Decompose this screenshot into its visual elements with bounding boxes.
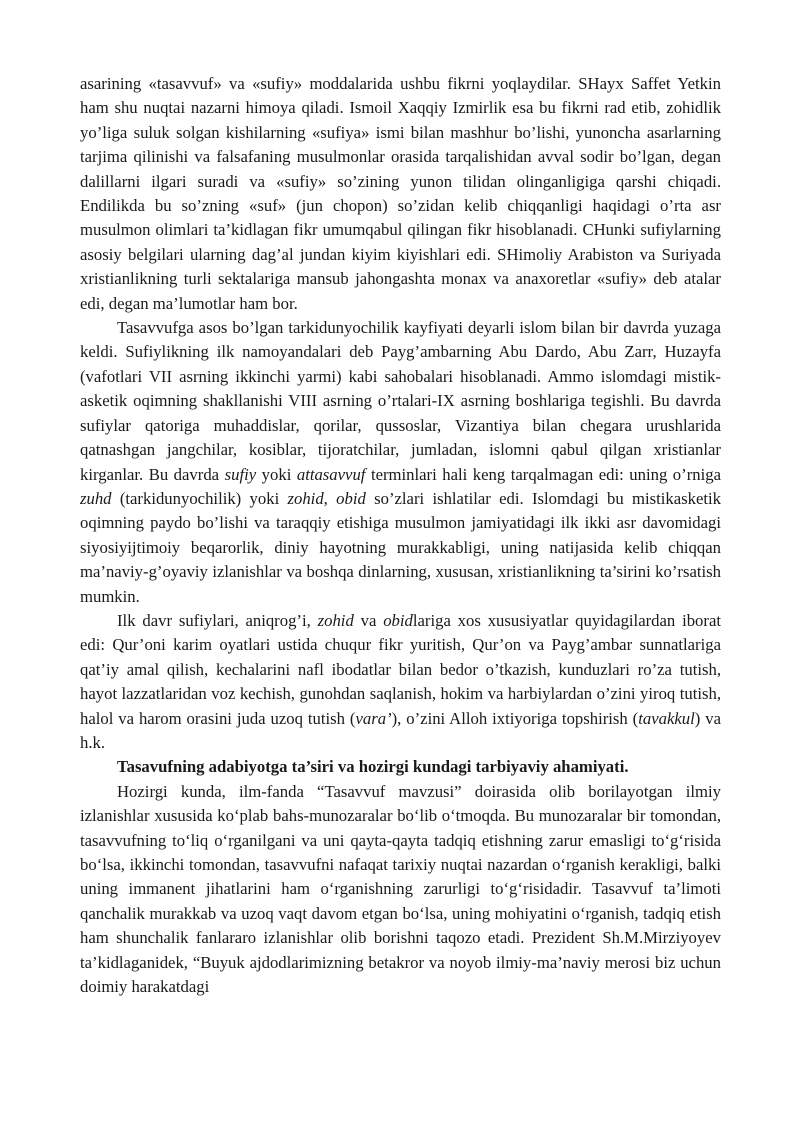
term-vara: vara’ <box>355 708 392 728</box>
term-zohid-2: zohid <box>317 610 354 630</box>
paragraph-3-text-d: ), o’zini Alloh ixtiyoriga topshirish ( <box>391 708 639 728</box>
paragraph-3-text-a: Ilk davr sufiylari, aniqrog’i, <box>117 610 318 630</box>
paragraph-2-text-f: so’zlari ishlatilar edi. Islomdagi bu mistikasketik oqimning paydo bo’lishi va taraqqiy etishiga musulmon jamiyatidagi ilk ikki asr davomidagi siyosiyijtimoiy beqarorlik, diniy hayotning murakkabligi, uning natijasida kelib chiqqan ma’naviy-g’oyaviy izlanishlar va boshqa dinlarning, xususan, xristianlikning ta’sirini ko’rsatish mumkin. <box>80 488 721 606</box>
term-tavakkul: tavakkul <box>638 708 695 728</box>
paragraph-2-text-b: yoki <box>256 464 297 484</box>
paragraph-2-text-e: , <box>323 488 337 508</box>
document-page <box>80 72 721 999</box>
term-zuhd: zuhd <box>80 488 112 508</box>
paragraph-1: asarining «tasavvuf» va «sufiy» moddalarida ushbu fikrni yoqlaydilar. SHayx Saffet Yetkin ham shu nuqtai nazarni himoya qiladi. Ismoil Xaqqiy Izmirlik esa bu fikrni rad etib, zohidlik yo’liga suluk solgan kishilarning «sufiya» ismi bilan mashhur bo’lishi, yunoncha asarlarning tarjima qilinishi va falsafaning musulmonlar orasida tarqalishidan avval sodir bo’lgan, degan dalillarni ilgari suradi va «sufiy» so’zining yunon tilidan olinganligiga qarshi chiqadi. Endilikda bu so’zning «suf» (jun chopon) so’zidan kelib chiqqanligi haqidagi o’rta asr musulmon olimlari ta’kidlagan fikr umumqabul qilingan fikr hisoblanadi. CHunki sufiylarning asosiy belgilari ularning dag’al jundan kiyim kiyishlari edi. SHimoliy Arabiston va Suriyada xristianlikning turli sektalariga mansub jahongashta monax va anaxoretlar «sufiy» deb atalar edi, degan ma’lumotlar ham bor. <box>80 74 721 313</box>
paragraph-2-text-a: Tasavvufga asos bo’lgan tarkidunyochilik kayfiyati deyarli islom bilan bir davrda yuzaga keldi. Sufiylikning ilk namoyandalari deb Payg’ambarning Abu Dardo, Abu Zarr, Huzayfa (vafotlari VII asrning ikkinchi yarmi) kabi sahobalari hisoblanadi. Ammo islomdagi mistik-asketik oqimning shakllanishi VIII asrning o’rtalari-IX asrning boshlariga tegishli. Bu davrda sufiylar qatoriga muhaddislar, qorilar, qussoslar, Vizantiya bilan chegara urushlarida qatnashgan jangchilar, kosiblar, tijoratchilar, jumladan, islomni qabul qilgan xristianlar kirganlar. Bu davrda <box>80 318 721 484</box>
term-zohid: zohid <box>287 488 324 508</box>
paragraph-4: Hozirgi kunda, ilm-fanda “Tasavvuf mavzusi” doirasida olib borilayotgan ilmiy izlanishlar xususida ko‘plab bahs-munozaralar bo‘lib o‘tmoqda. Bu munozaralar bir tomondan, tasavvufning to‘liq o‘rganilgani va uni qayta-qayta tadqiq etishning zarur emasligi to‘g‘risida bo‘lsa, ikkinchi tomondan, tasavvufni nafaqat tarixiy nuqtai nazardan o‘rganish kerakligi, balki uning immanent jihatlarini ham o‘rganishning zarurligi to‘g‘risidadir. Tasavvuf ta’limoti qanchalik murakkab va uzoq vaqt davom etgan bo‘lsa, uning mohiyatini o‘rganish, tadqiq etish ham shunchalik fanlararo izlanishlar olib borishni taqozo etadi. Prezident Sh.M.Mirziyoyev ta’kidlaganidek, “Buyuk ajdodlarimizning betakror va noyob ilmiy-ma’naviy merosi biz uchun doimiy harakatdagi <box>80 781 721 997</box>
term-obid-2: obid <box>383 610 413 630</box>
paragraph-2-text-c: terminlari hali keng tarqalmagan edi: uning o’rniga <box>365 464 721 484</box>
term-obid: obid <box>336 488 366 508</box>
term-sufiy: sufiy <box>224 464 257 484</box>
term-attasavvuf: attasavvuf <box>296 464 366 484</box>
paragraph-3-text-b: va <box>353 610 384 630</box>
paragraph-3-text-c: lariga xos xususiyatlar quyidagilardan iborat edi: Qur’oni karim oyatlari ustida chuqur fikr yuritish, Qur’on va Payg’ambar sunnatlariga qat’iy amal qilish, kechalarini nafl ibodatlar bilan bedor o’tkazish, kunduzlari ro’za tutish, hayot lazzatlaridan voz kechish, gunohdan saqlanish, hokim va harbiylardan o’zini yiroq tutish, halol va harom orasini juda uzoq tutish ( <box>80 610 722 728</box>
paragraph-2 <box>80 316 721 609</box>
paragraph-2-text-d: (tarkidunyochilik) yoki <box>111 488 288 508</box>
paragraph-3 <box>80 609 721 755</box>
section-heading: Tasavufning adabiyotga ta’siri va hozirgi kundagi tarbiyaviy ahamiyati. <box>117 757 629 777</box>
paragraph-3-text-e: ) va h.k. <box>80 708 722 752</box>
